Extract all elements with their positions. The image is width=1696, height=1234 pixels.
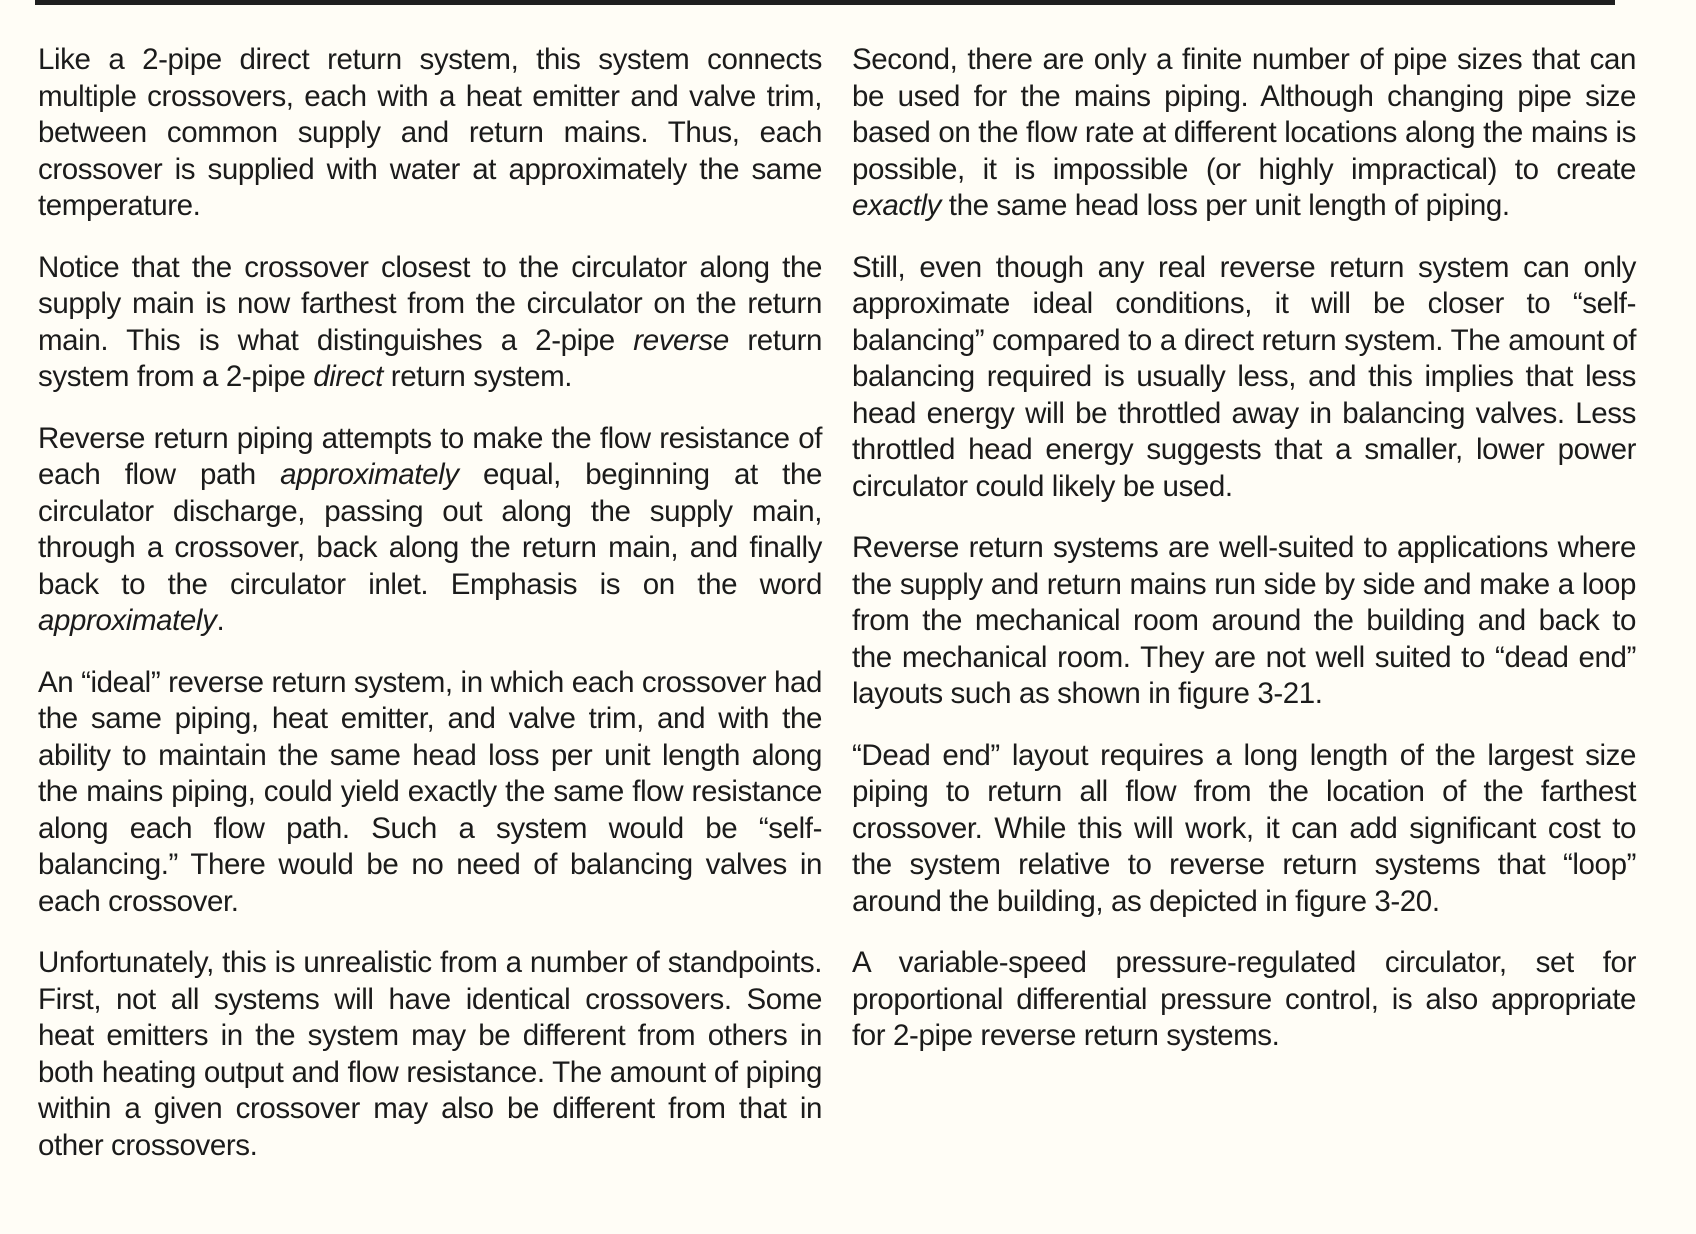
italic-text-run: exactly — [852, 189, 942, 222]
text-run: equal, beginning at the circulator discharge, passing out along the supply main, through a crossover, back along the return main, and finally back to the circulator inlet. Emphasis is on the word — [38, 458, 822, 601]
paragraph — [852, 250, 1636, 506]
text-run: return system from a 2-pipe — [38, 323, 823, 393]
top-divider-rule — [35, 0, 1615, 5]
paragraph — [852, 530, 1636, 713]
paragraph — [38, 421, 822, 640]
italic-text-run: approximately — [38, 604, 217, 637]
paragraph — [852, 945, 1636, 1055]
left-column — [38, 42, 822, 1164]
text-run: Like a 2-pipe direct return system, this system connects multiple crossovers, each with a heat emitter and valve trim, between common supply and return mains. Thus, each crossover is supplied with water at approximately the same temperature. — [38, 43, 822, 222]
paragraph — [852, 42, 1636, 225]
paragraph — [38, 250, 822, 396]
text-run: Unfortunately, this is unrealistic from a number of standpoints. First, not all systems will have identical crossovers. Some heat emitters in the system may be different from others in both heating output and flow resistance. The amount of piping within a given crossover may also be different from that in other crossovers. — [38, 946, 822, 1162]
text-run: return system. — [382, 360, 573, 393]
text-run: . — [216, 604, 225, 637]
right-column — [852, 42, 1636, 1164]
text-run: “Dead end” layout requires a long length of the largest size piping to return all flow from the location of the farthest crossover. While this will work, it can add significant cost to the system relative to reverse return systems that “loop” around the building, as depicted in figure 3-20. — [852, 738, 1636, 918]
text-run: Still, even though any real reverse return system can only approximate ideal conditions, it will be closer to “self-balancing” compared to a direct return system. The amount of balancing required is usually less, and this implies that less head energy will be throttled away in balancing valves. Less throttled head energy suggests that a smaller, lower power circulator could likely be used. — [852, 250, 1636, 503]
italic-text-run: approximately — [280, 458, 459, 491]
text-run: the same head loss per unit length of piping. — [941, 189, 1510, 222]
text-run: Reverse return piping attempts to make the flow resistance of each flow path — [38, 421, 822, 491]
italic-text-run: direct — [313, 360, 383, 393]
text-columns — [38, 42, 1636, 1164]
text-run: Reverse return systems are well-suited to applications where the supply and return mains run side by side and make a loop from the mechanical room around the building and back to the mechanical room. They are not well suited to “dead end” layouts such as shown in figure 3-21. — [852, 531, 1636, 710]
text-run: Notice that the crossover closest to the circulator along the supply main is now farthest from the circulator on the return main. This is what distinguishes a 2-pipe — [38, 250, 822, 357]
italic-text-run: reverse — [633, 323, 729, 357]
text-run: A variable-speed pressure-regulated circulator, set for proportional differential pressure control, is also appropriate for 2-pipe reverse return systems. — [852, 946, 1636, 1052]
paragraph — [38, 945, 822, 1164]
text-run: An “ideal” reverse return system, in which each crossover had the same piping, heat emitter, and valve trim, and with the ability to maintain the same head loss per unit length along the mains piping, could yield exactly the same flow resistance along each flow path. Such a system would be “self-balancing.” There would be no need of balancing valves in each crossover. — [38, 665, 822, 918]
paragraph — [852, 738, 1636, 921]
text-run: Second, there are only a finite number of pipe sizes that can be used for the mains piping. Although changing pipe size based on the flow rate at different locations along the mains is possible, it is impossible (or highly impractical) to create — [852, 43, 1636, 186]
paragraph — [38, 42, 822, 225]
paragraph — [38, 665, 822, 921]
